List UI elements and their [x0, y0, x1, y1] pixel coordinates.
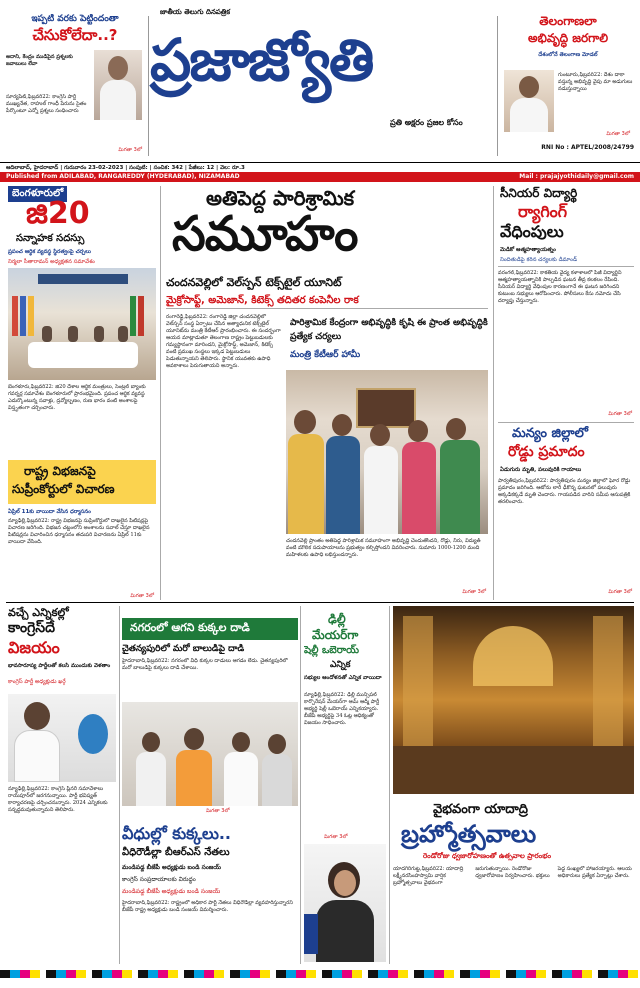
yadadri-temple-photo [393, 606, 634, 794]
sc-headline-2: సుప్రీంకోర్టులో విచారణ [12, 482, 115, 496]
right-ear-text: గుంటూరు,ఫిబ్రవరి22: దేశం దాకా వస్తున్న అభివృద్ధి వైపు మా అడుగులు నడుస్తున్నాయి [558, 72, 633, 92]
dogs-headline: చైతన్యపురిలో మరో బాలుడిపై దాడి [122, 644, 245, 654]
g20-subtitle: సన్నాహక సదస్సు [16, 233, 85, 244]
right-mid-rule [498, 422, 634, 423]
mayor-sub: సభ్యుల ఆందోళనతో ఎన్నిక వాయిదా [304, 675, 382, 681]
lead-headline: సమూహం [172, 206, 358, 262]
sc-sub: ఏప్రిల్ 11కు వాయిదా వేసిన ధర్మాసనం [8, 509, 91, 515]
congress-headline-3: విజయం [8, 638, 60, 657]
g20-story [8, 186, 156, 454]
sc-body: న్యూఢిల్లీ,ఫిబ్రవరి22: రాష్ట్ర విభజనపై సుప్రీంకోర్టులో దాఖలైన పిటిషన్లపై విచారణ జరిగింది. విభజన చట్టంలోని అంశాలను సవాల్ చేస్తూ దాఖలైన పిటిషన్లను విచారించిన ధర్మాసనం తదుపరి విచారణను ఏప్రిల్ 11కు వాయిదా వేసింది. [8, 518, 150, 545]
dogs-body-2: హైదరాబాద్,ఫిబ్రవరి22: రాష్ట్రంలో అధికార పార్టీ నేతలు వీధిరౌడీల్లా వ్యవహరిస్తున్నారని బీజేపీ రాష్ట్ర అధ్యక్షుడు బండి సంజయ్ విమర్శించారు. [122, 900, 293, 913]
accident-headline-2: రోడ్డు ప్రమాదం [508, 444, 585, 460]
bottom-right-divider [389, 606, 390, 964]
sc-story [8, 460, 156, 600]
mid-page-rule [6, 602, 634, 603]
tagline-bottom: ప్రతి అక్షరం ప్రజల కోసం [390, 118, 463, 127]
ragging-more: మిగతా 3లో [608, 411, 632, 417]
bottom-mid-divider [300, 606, 301, 964]
lead-sub-rule [166, 308, 488, 309]
lead-more: మిగతా 3లో [462, 589, 486, 595]
ragging-sub-2: నిందితుడిపై కఠిన చర్యలకు డిమాండ్ [500, 257, 578, 263]
congress-sub-2: కాంగ్రెస్ పార్టీ అధ్యక్షుడు ఖర్గే [8, 679, 66, 685]
mayor-more: మిగతా 3లో [324, 834, 348, 840]
right-ear-sub: దేశంలోనే తెలంగాణ మోడల్ [538, 52, 598, 58]
congress-headline-2: కాంగ్రెస్‌దే [8, 620, 55, 636]
yadadri-headline-2: బ్రహ్మోత్సవాలు [401, 820, 537, 848]
dateline: ఆదిలాబాద్, హైదరాబాద్ | గురువారం 23-02-2023 | సంపుటి: | సంచిక: 342 | పేజీలు: 12 | వెల: రూ.3 [6, 165, 245, 171]
mayor-story [304, 606, 386, 962]
accident-more: మిగతా 3లో [608, 589, 632, 595]
publisher-email: Mail : prajajyothidaily@gmail.com [519, 173, 634, 180]
ragging-headline-3: వేధింపులు [500, 222, 564, 241]
bottom-left-divider [119, 606, 120, 964]
dateline-top-rule [0, 162, 640, 163]
right-col-divider [493, 186, 494, 600]
mayor-headline-3: షెల్లీ ఒబెరాయ్ [304, 645, 359, 656]
kcr-photo [504, 70, 554, 132]
kharge-photo [8, 694, 116, 782]
left-ear-text-2: సూర్యపేట్,ఫిబ్రవరి22: కాంగ్రెస్ పార్టీ ముఖ్యనేత, రాహుల్ గాంధీ పేరును సైతం పేర్కొంటూ ఎన్నో ప్రశ్నలు సంధించారు [6, 94, 87, 114]
dogs-story [122, 606, 298, 962]
right-ear-headline-2: అభివృద్ధి జరగాలి [527, 31, 609, 45]
left-ear-headline-1: ఇప్పటి వరకు పెట్టిందంతా [31, 14, 119, 24]
ragging-story [498, 186, 634, 420]
yadadri-headline-1: వైభవంగా యాదాద్రి [433, 802, 528, 817]
mayor-headline-1: ఢిల్లీ [328, 612, 346, 626]
ragging-headline-2: ర్యాగింగ్ [518, 202, 568, 221]
g20-byline: నిర్మలా సీతారామన్ అధ్యక్షతన సమావేశం [8, 259, 95, 265]
sc-more: మిగతా 3లో [130, 593, 154, 599]
ragging-rule [498, 266, 634, 267]
dogs-sub-2: కాంగ్రెస్ సంప్రదాయాలకు విరుద్ధం [122, 876, 196, 883]
congress-sub: భావసారూప్య పార్టీలతో కలసి ముందుకు వెళతాం [8, 663, 111, 669]
dogs-sub-3: మండిపడ్డ బీజేపీ అధ్యక్షుడు బండి సంజయ్ [122, 888, 221, 895]
lead-quote-by: మంత్రి కేటీఆర్ హామీ [290, 350, 361, 360]
rni-number: RNI No : APTEL/2008/24799 [541, 144, 634, 151]
right-ear [502, 14, 634, 140]
accident-sub: ఏడుగురు మృతి, పలువురికి గాయాలు [500, 467, 582, 473]
lead-story [166, 186, 488, 600]
shelly-oberoi-photo [304, 844, 386, 962]
rahul-gandhi-photo [94, 50, 142, 120]
accident-headline-1: మన్యం జిల్లాలో [512, 426, 589, 441]
left-ear-divider [148, 16, 149, 156]
left-ear-headline-2: చేసుకోలేదా..? [32, 26, 118, 44]
g20-caption: ప్రపంచ ఆర్థిక వ్యవస్థ స్థిరత్వంపై చర్చలు [8, 249, 91, 255]
right-ear-headline-1: తెలంగాణలా [539, 14, 597, 28]
tagline-top: జాతీయ తెలుగు దినపత్రిక [160, 8, 230, 16]
g20-body: బెంగళూరు,ఫిబ్రవరి22: జి20 దేశాల ఆర్థిక మంత్రులు, సెంట్రల్ బ్యాంకు గవర్నర్ల సమావేశం బెంగళూరులో ప్రారంభమైంది. ప్రపంచ ఆర్థిక వ్యవస్థ ఎదుర్కొంటున్న సవాళ్లు, ద్రవ్యోల్బణం, రుణ భారం వంటి అంశాలపై విస్తృతంగా చర్చించారు. [8, 384, 146, 411]
ragging-sub: మెడికో ఆత్మహత్యాయత్నం [500, 247, 556, 253]
dogs-more: మిగతా 3లో [206, 808, 230, 814]
lead-body: రంగారెడ్డి,ఫిబ్రవరి22: రంగారెడ్డి జిల్లా చందనవెల్లిలో వెల్‌స్పన్ సంస్థ ఏర్పాటు చేసిన అత్యాధునిక టెక్స్‌టైల్ యూనిట్‌ను మంత్రి కేటీఆర్ ప్రారంభించారు. ఈ సందర్భంగా ఆయన మాట్లాడుతూ తెలంగాణ రాష్ట్రం పెట్టుబడులకు గమ్యస్థానంగా మారిందని, మైక్రోసాఫ్ట్, అమెజాన్, కిటెక్స్ వంటి ప్రముఖ సంస్థలు ఇక్కడ పెట్టుబడులు పెడుతున్నాయని తెలిపారు. స్థానిక యువతకు ఉపాధి అవకాశాలు పెరుగుతాయని అన్నారు. [166, 314, 281, 369]
left-col-divider [160, 186, 161, 600]
accident-body: పార్వతీపురం,ఫిబ్రవరి22: పార్వతీపురం మన్యం జిల్లాలో ఘోర రోడ్డు ప్రమాదం జరిగింది. ఆటోను లారీ ఢీకొన్న ఘటనలో పలువురు అక్కడికక్కడే మృతి చెందారు. గాయపడిన వారిని సమీప ఆసుపత్రికి తరలించారు. [498, 478, 631, 505]
lead-subhead-2: మైక్రోసాఫ్ట్, అమెజాన్, కిటెక్స్ తదితర కంపెనీల రాక [166, 295, 359, 306]
lead-body-2: చందనవెల్లి ప్రాంతం అతిపెద్ద పారిశ్రామిక సమూహంగా అభివృద్ధి చెందుతోందని, రోడ్లు, నీరు, విద్యుత్ వంటి మౌలిక సదుపాయాలను ప్రభుత్వం కల్పిస్తోందని వివరించారు. సుమారు 1000-1200 మంది మహిళలకు ఉపాధి లభిస్తుందన్నారు. [286, 538, 481, 558]
ragging-headline-1: సీనియర్ విద్యార్థి [500, 186, 578, 200]
left-ear-more: మిగతా 3లో [118, 147, 142, 153]
yadadri-story [393, 606, 634, 962]
congress-body: న్యూఢిల్లీ,ఫిబ్రవరి22: కాంగ్రెస్ ప్లీనరీ సమావేశాలు రాయ్‌పూర్‌లో జరగనున్నాయి. పార్టీ భవిష్యత్ కార్యాచరణపై చర్చించనున్నారు. 2024 ఎన్నికలకు సన్నద్ధమవుతున్నామని తెలిపారు. [8, 786, 108, 813]
yadadri-body: యాదగిరిగుట్ట,ఫిబ్రవరి22: యాదాద్రి లక్ష్మీనరసింహస్వామి వార్షిక బ్రహ్మోత్సవాలు వైభవంగా జరుగుతున్నాయి. రెండోరోజు ధ్వజారోహణం నిర్వహించారు. భక్తులు పెద్ద సంఖ్యలో హాజరయ్యారు. ఆలయ అధికారులు ప్రత్యేక ఏర్పాట్లు చేశారు. [393, 866, 632, 886]
published-from: Published from ADILABAD, RANGAREDDY (HYDERABAD), NIZAMABAD [6, 173, 240, 180]
mayor-headline-2: మేయర్‌గా [312, 628, 359, 642]
dogs-headline-3: వీధిరౌడీల్లా బీఆర్ఎస్ నేతలు [122, 847, 230, 858]
lead-subhead: చందనవెల్లిలో వెల్‌స్పన్ టెక్స్‌టైల్ యూనిట్ [166, 276, 342, 289]
dogs-body: హైదరాబాద్,ఫిబ్రవరి22: నగరంలో వీధి కుక్కల దాడులు ఆగడం లేదు. చైతన్యపురిలో మరో బాలుడిపై కుక్కలు దాడి చేశాయి. [122, 658, 288, 671]
masthead-logo: ప్రజాజ్యోతి [150, 26, 373, 94]
mayor-headline-4: ఎన్నిక [330, 660, 351, 670]
g20-location: బెంగళూరులో [8, 186, 67, 202]
congress-headline-1: వచ్చే ఎన్నికల్లో [8, 606, 69, 619]
yadadri-sub: రెండోరోజు ధ్వజారోహణంతో ఉత్సవాల ప్రారంభం [423, 852, 551, 860]
dogs-sub: మండిపడ్డ బీజేపీ అధ్యక్షుడు బండి సంజయ్ [122, 864, 221, 871]
masthead [0, 0, 640, 162]
bandi-sanjay-photo [122, 702, 298, 806]
mayor-body: న్యూఢిల్లీ,ఫిబ్రవరి22: ఢిల్లీ మున్సిపల్ కార్పొరేషన్ మేయర్‌గా ఆమ్ ఆద్మీ పార్టీ అభ్యర్థి షెల్లీ ఒబెరాయ్ ఎన్నికయ్యారు. బీజేపీ అభ్యర్థిపై 34 ఓట్ల ఆధిక్యంతో విజయం సాధించారు. [304, 692, 380, 726]
g20-title: జి20 [26, 196, 90, 231]
dogs-banner: నగరంలో ఆగని కుక్కల దాడి [130, 621, 250, 634]
right-ear-more: మిగతా 3లో [606, 131, 630, 137]
ragging-body: వరంగల్,ఫిబ్రవరి22: కాకతీయ వైద్య కళాశాలలో పీజీ విద్యార్థిని ఆత్మహత్యాయత్నానికి పాల్పడిన ఘటన తీవ్ర కలకలం రేపింది. సీనియర్ విద్యార్థి వేధింపుల కారణంగానే ఈ ఘటన జరిగిందని కుటుంబ సభ్యులు ఆరోపించారు. పోలీసులు కేసు నమోదు చేసి దర్యాప్తు చేస్తున్నారు. [498, 270, 622, 304]
left-ear-text-1: అదానీ, కేంద్రం ముడిపైన ప్రశ్నలకు జవాబులు లేవా [6, 54, 73, 67]
congress-story [8, 606, 116, 782]
published-bar [0, 172, 640, 182]
footer-color-bar [0, 970, 640, 978]
dogs-headline-2: వీధుల్లో కుక్కలు.. [122, 824, 232, 843]
left-ear [6, 14, 144, 156]
sc-headline-1: రాష్ట్ర విభజనపై [24, 464, 96, 478]
lead-quote: పారిశ్రామిక కేంద్రంగా అభివృద్ధికి కృషి ఈ ప్రాంత అభివృద్ధికి ప్రత్యేక చర్యలు [290, 318, 488, 342]
g20-meeting-photo [8, 268, 156, 380]
right-ear-divider [497, 16, 498, 156]
accident-story [498, 426, 634, 598]
lead-kicker: అతిపెద్ద పారిశ్రామిక [206, 186, 355, 210]
lead-ktr-photo [286, 370, 488, 534]
